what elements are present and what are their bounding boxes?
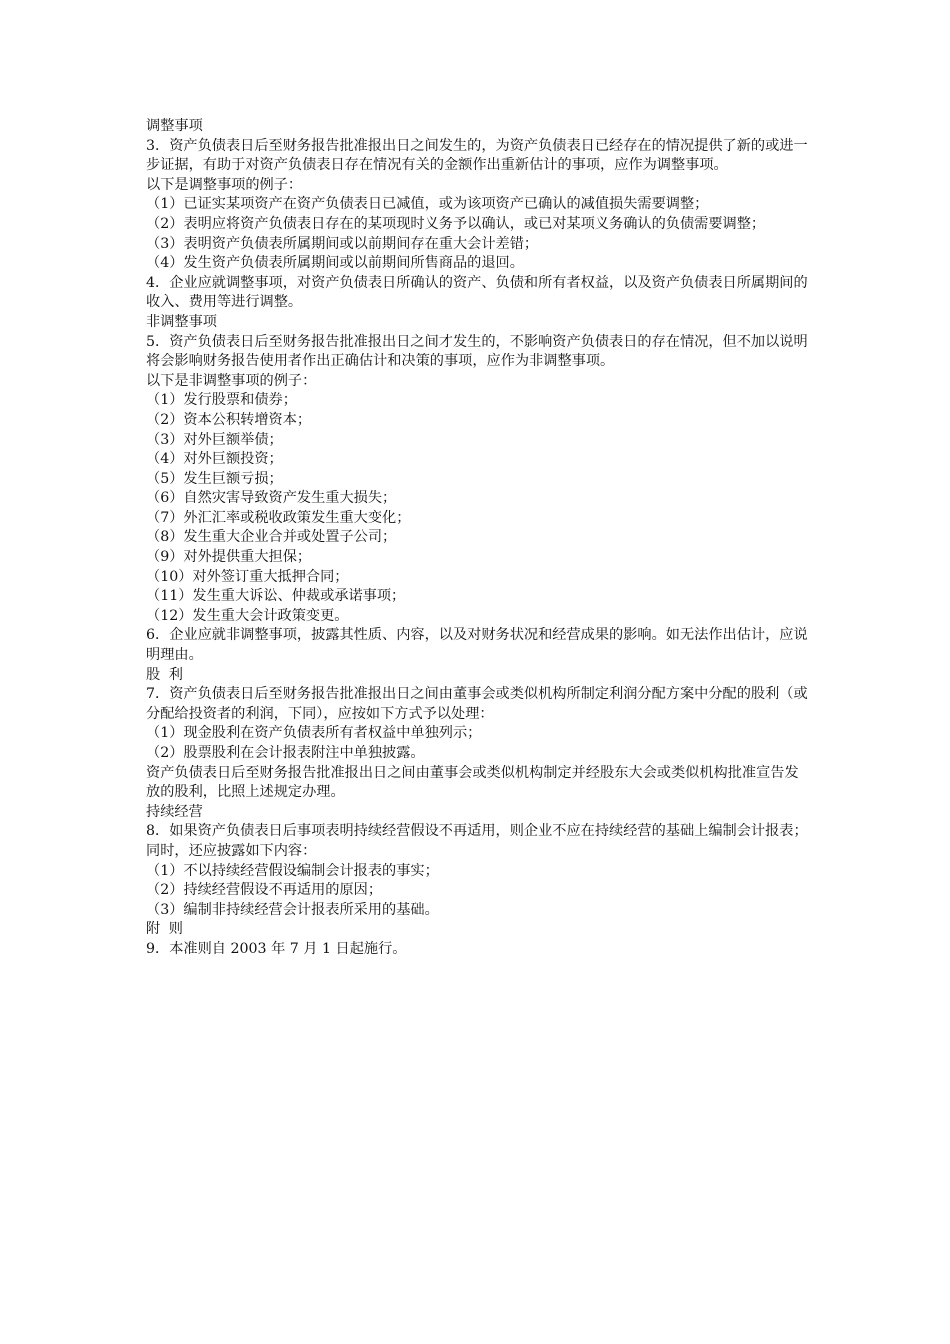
list-item: （1）已证实某项资产在资产负债表日已减值，或为该项资产已确认的减值损失需要调整； [146, 196, 709, 213]
list-item: （3）编制非持续经营会计报表所采用的基础。 [146, 901, 439, 918]
list-item: （2）股票股利在会计报表附注中单独披露。 [146, 745, 425, 761]
paragraph-adjusting-examples-intro: 以下是调整事项的例子： [146, 176, 303, 193]
list-item: （10）对外签订重大抵押合同； [146, 568, 349, 585]
list-item: （2）表明应将资产负债表日存在的某项现时义务予以确认，或已对某项义务确认的负债需要调整； [146, 215, 766, 232]
list-item: （11）发生重大诉讼、仲裁或承诺事项； [146, 588, 406, 605]
list-item: （6）自然灾害导致资产发生重大损失； [146, 490, 397, 507]
document-body [146, 117, 810, 960]
list-item: （12）发生重大会计政策变更。 [146, 607, 349, 624]
section-heading-going-concern: 持续经营 [146, 803, 203, 820]
list-item: （3）对外巨额举债； [146, 431, 283, 448]
paragraph-4: 4．企业应就调整事项，对资产负债表日所确认的资产、负债和所有者权益，以及资产负债表日所属期间的收入、费用等进行调整。 [146, 274, 808, 311]
section-heading-non-adjusting: 非调整事项 [146, 313, 217, 330]
paragraph-8: 8．如果资产负债表日后事项表明持续经营假设不再适用，则企业不应在持续经营的基础上编制会计报表；同时，还应披露如下内容： [146, 823, 808, 859]
list-item: （7）外汇汇率或税收政策发生重大变化； [146, 509, 411, 526]
list-item: （3）表明资产负债表所属期间或以前期间存在重大会计差错； [146, 235, 539, 252]
section-heading-supplementary: 附则 [146, 921, 192, 938]
list-item: （8）发生重大企业合并或处置子公司； [146, 529, 397, 546]
paragraph-5: 5．资产负债表日后至财务报告批准报出日之间才发生的，不影响资产负债表日的存在情况，但不加以说明将会影响财务报告使用者作出正确估计和决策的事项，应作为非调整事项。 [146, 333, 808, 370]
list-item: （4）对外巨额投资； [146, 451, 283, 468]
list-item: （4）发生资产负债表所属期间或以前期间所售商品的退回。 [146, 255, 524, 272]
section-heading-dividends: 股利 [146, 666, 192, 683]
paragraph-non-adjusting-examples-intro: 以下是非调整事项的例子： [146, 372, 317, 389]
list-item: （1）现金股利在资产负债表所有者权益中单独列示； [146, 725, 482, 742]
list-item: （1）发行股票和债券； [146, 392, 297, 409]
section-heading-adjusting: 调整事项 [146, 118, 203, 134]
paragraph-9: 9．本准则自 2003 年 7 月 1 日起施行。 [146, 940, 407, 957]
list-item: （2）资本公积转增资本； [146, 411, 312, 428]
paragraph-6: 6．企业应就非调整事项，披露其性质、内容，以及对财务状况和经营成果的影响。如无法作出估计，应说明理由。 [146, 627, 808, 664]
paragraph-7: 7．资产负债表日后至财务报告批准报出日之间由董事会或类似机构所制定利润分配方案中分配的股利（或分配给投资者的利润，下同），应按如下方式予以处理： [146, 686, 808, 722]
paragraph-dividends-note: 资产负债表日后至财务报告批准报出日之间由董事会或类似机构制定并经股东大会或类似机构批准宣告发放的股利，比照上述规定办理。 [146, 764, 799, 801]
list-item: （2）持续经营假设不再适用的原因； [146, 882, 383, 899]
list-item: （5）发生巨额亏损； [146, 470, 283, 487]
list-item: （1）不以持续经营假设编制会计报表的事实； [146, 862, 439, 879]
list-item: （9）对外提供重大担保； [146, 549, 312, 566]
paragraph-3: 3．资产负债表日后至财务报告批准报出日之间发生的，为资产负债表日已经存在的情况提供了新的或进一步证据，有助于对资产负债表日存在情况有关的金额作出重新估计的事项，应作为调整事项。 [146, 137, 808, 174]
